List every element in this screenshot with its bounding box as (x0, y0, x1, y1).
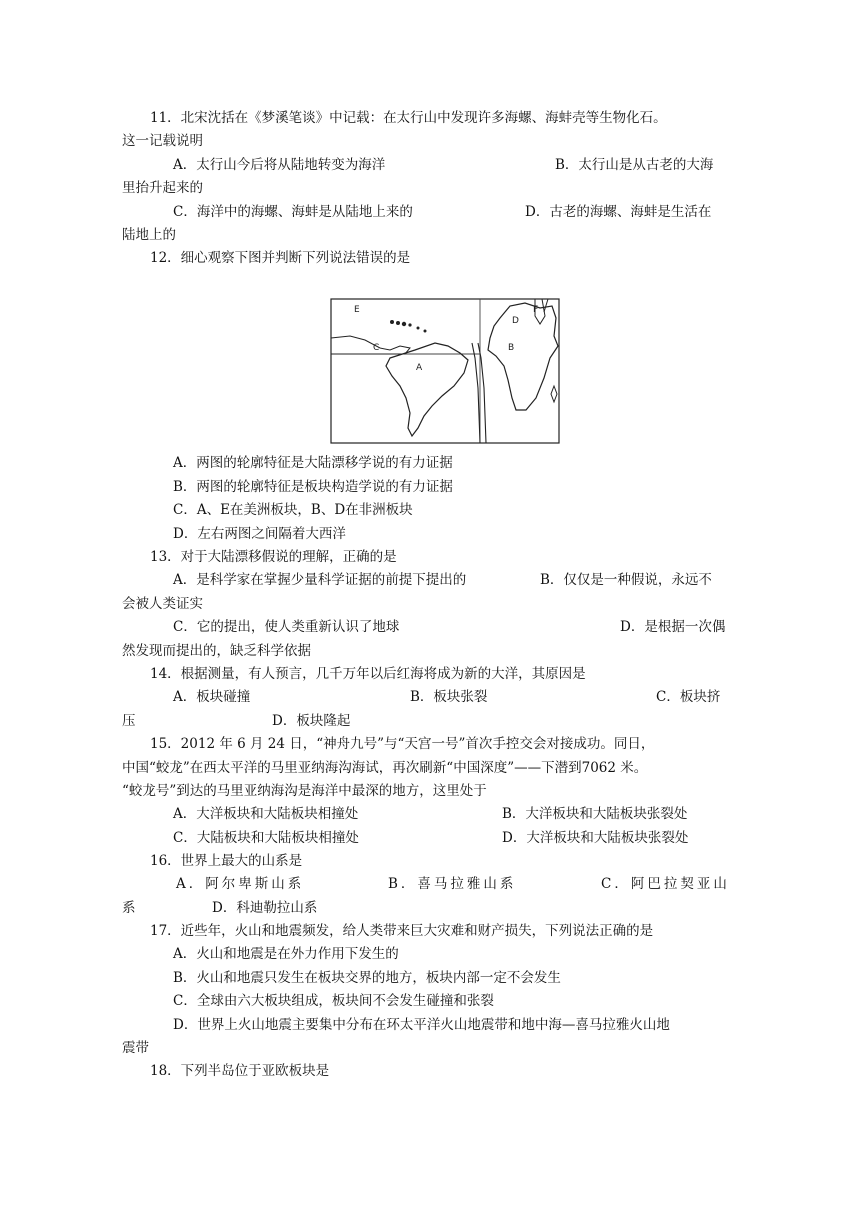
q17-option-c: C．全球由六大板块组成，板块间不会发生碰撞和张裂 (173, 993, 494, 1009)
q15-stem-line2: 中国“蛟龙”在西太平洋的马里亚纳海沟海试，再次刷新“中国深度”——下潜到7062 米。 (122, 760, 648, 776)
q15-option-b: B．大洋板块和大陆板块张裂处 (502, 806, 688, 822)
q15-option-d: D．大洋板块和大陆板块张裂处 (502, 830, 689, 846)
q16-stem: 16．世界上最大的山系是 (150, 853, 303, 869)
q14-option-d: D．板块隆起 (272, 713, 351, 729)
q12-option-c: C．A、E在美洲板块，B、D在非洲板块 (173, 502, 413, 518)
q11-option-d: D．古老的海螺、海蚌是生活在 (525, 204, 712, 220)
q13-option-d: D．是根据一次偶 (620, 619, 726, 635)
q14-stem: 14．根据测量，有人预言，几千万年以后红海将成为新的大洋，其原因是 (150, 666, 586, 682)
q16-option-c-cont: 系 (122, 900, 136, 916)
q13-option-b-cont: 会被人类证实 (122, 596, 203, 612)
q11-option-b-cont: 里抬升起来的 (122, 180, 203, 196)
q13-option-a: A．是科学家在掌握少量科学证据的前提下提出的 (173, 572, 467, 588)
q17-option-d-cont: 震带 (122, 1040, 149, 1056)
q17-option-d: D．世界上火山地震主要集中分布在环太平洋火山地震带和地中海—喜马拉雅火山地 (173, 1017, 670, 1033)
q16-option-b: B．喜马拉雅山系 (388, 876, 517, 892)
q16-option-c: C．阿巴拉契亚山 (601, 876, 730, 892)
q14-option-a: A．板块碰撞 (173, 689, 251, 705)
q11-option-c: C．海洋中的海螺、海蚌是从陆地上来的 (173, 204, 413, 220)
map-label-f: F (533, 305, 539, 315)
q12-option-a: A．两图的轮廓特征是大陆漂移学说的有力证据 (173, 455, 453, 471)
q13-option-c: C．它的提出，使人类重新认识了地球 (173, 619, 400, 635)
q17-option-a: A．火山和地震是在外力作用下发生的 (173, 946, 399, 962)
q13-stem: 13．对于大陆漂移假说的理解，正确的是 (150, 549, 397, 565)
q15-option-c: C．大陆板块和大陆板块相撞处 (173, 830, 359, 846)
q16-option-a: A．阿尔卑斯山系 (176, 876, 305, 892)
q15-stem-line1: 15．2012 年 6 月 24 日，“神舟九号”与“天宫一号”首次手控交会对接成功。同日， (150, 736, 655, 752)
map-label-b: B (508, 343, 515, 353)
q15-stem-line3: “蛟龙号”到达的马里亚纳海沟是海洋中最深的地方，这里处于 (122, 783, 487, 799)
q12-option-b: B．两图的轮廓特征是板块构造学说的有力证据 (173, 479, 453, 495)
q16-option-d: D．科迪勒拉山系 (212, 900, 318, 916)
q14-option-c-cont: 压 (122, 713, 136, 729)
q11-option-a: A．太行山今后将从陆地转变为海洋 (173, 157, 386, 173)
q11-option-d-cont: 陆地上的 (122, 227, 176, 243)
q15-option-a: A．大洋板块和大陆板块相撞处 (173, 806, 359, 822)
continent-fit-map (330, 298, 560, 444)
map-label-e: E (354, 305, 360, 315)
q14-option-c: C．板块挤 (656, 689, 721, 705)
q11-option-b: B．太行山是从古老的大海 (555, 157, 714, 173)
q11-stem-line2: 这一记载说明 (122, 133, 203, 149)
q18-stem: 18．下列半岛位于亚欧板块是 (150, 1063, 330, 1079)
map-label-d: D (512, 316, 519, 326)
q12-stem: 12．细心观察下图并判断下列说法错误的是 (150, 250, 411, 266)
map-label-c: C (373, 343, 380, 353)
map-label-a: A (416, 363, 423, 373)
q12-option-d: D．左右两图之间隔着大西洋 (173, 526, 346, 542)
q13-option-d-cont: 然发现而提出的，缺乏科学依据 (122, 643, 311, 659)
q17-option-b: B．火山和地震只发生在板块交界的地方，板块内部一定不会发生 (173, 970, 561, 986)
q11-stem-line1: 11．北宋沈括在《梦溪笔谈》中记载：在太行山中发现许多海螺、海蚌壳等生物化石。 (150, 110, 667, 126)
q13-option-b: B．仅仅是一种假说，永远不 (540, 572, 712, 588)
q17-stem: 17．近些年，火山和地震频发，给人类带来巨大灾难和财产损失，下列说法正确的是 (150, 923, 654, 939)
q14-option-b: B．板块张裂 (410, 689, 488, 705)
